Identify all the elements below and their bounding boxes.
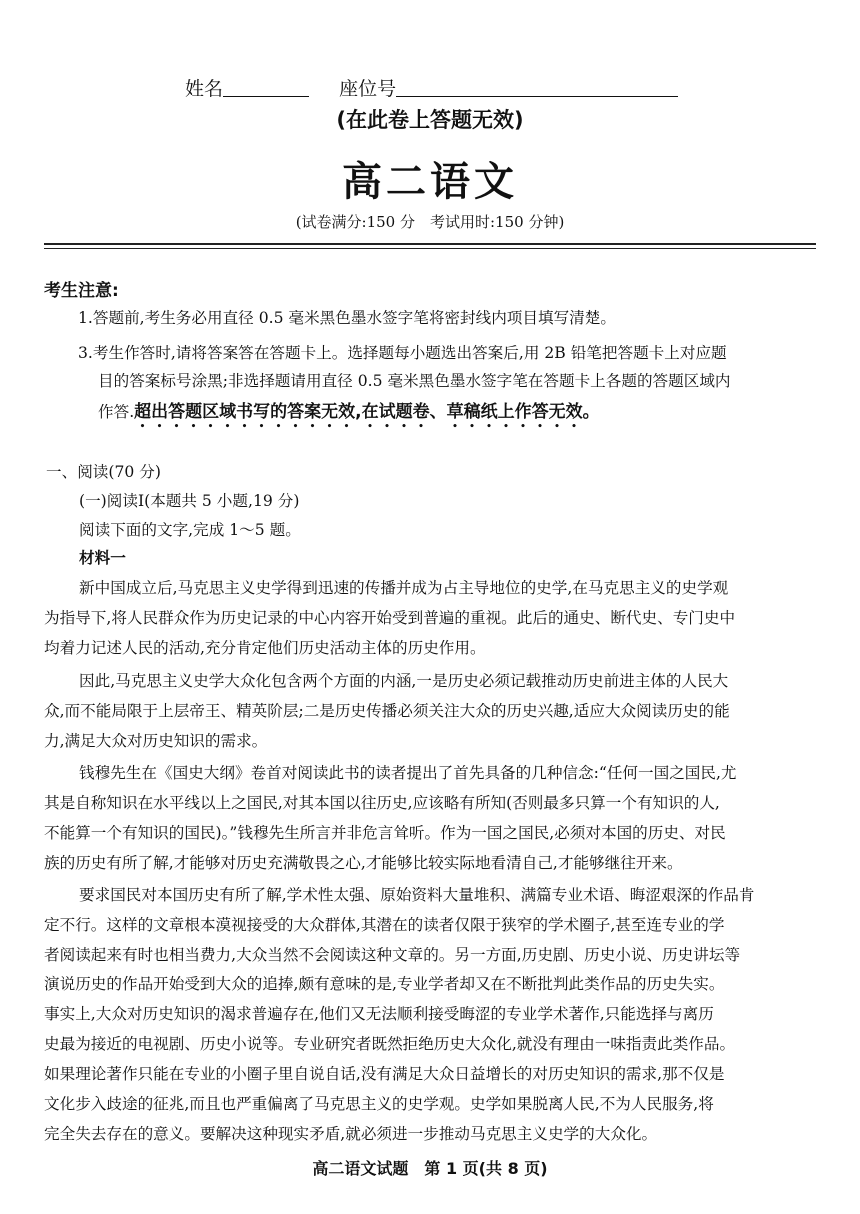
body-line: 如果理论著作只能在专业的小圈子里自说自话,没有满足大众日益增长的对历史知识的需求,那不仅是 [44, 1065, 725, 1083]
reading-instruction: 阅读下面的文字,完成 1～5 题。 [79, 521, 301, 539]
invalid-note: (在此卷上答题无效) [336, 108, 524, 132]
notice-item-3-line-3 [98, 397, 600, 432]
body-line: 钱穆先生在《国史大纲》卷首对阅读此书的读者提出了首先具备的几种信念:“任何一国之国民,尤 [79, 764, 737, 782]
body-line: 不能算一个有知识的国民)。”钱穆先生所言并非危言耸听。作为一国之国民,必须对本国的历史、对民 [44, 824, 726, 842]
subsection-title: (一)阅读Ⅰ(本题共 5 小题,19 分) [79, 492, 300, 510]
section-title: 一、阅读(70 分) [46, 463, 161, 481]
notice-item-3-prefix: 作答. [98, 403, 135, 421]
body-line: 定不行。这样的文章根本漠视接受的大众群体,其潜在的读者仅限于狭窄的学术圈子,甚至连专业的学 [44, 916, 725, 934]
body-line: 事实上,大众对历史知识的渴求普遍存在,他们又无法顺利接受晦涩的专业学术著作,只能选择与离历 [44, 1005, 714, 1023]
divider-thin [44, 248, 816, 249]
body-line: 者阅读起来有时也相当费力,大众当然不会阅读这种文章的。另一方面,历史剧、历史小说、历史讲坛等 [44, 946, 741, 964]
body-line: 均着力记述人民的活动,充分肯定他们历史活动主体的历史作用。 [44, 639, 486, 657]
name-blank [223, 78, 309, 97]
notice-item-3-line-1: 3.考生作答时,请将答案答在答题卡上。选择题每小题选出答案后,用 2B 铅笔把答题卡上对应题 [78, 344, 727, 362]
body-line: 力,满足大众对历史知识的需求。 [44, 732, 268, 750]
body-line: 文化步入歧途的征兆,而且也严重偏离了马克思主义的史学观。史学如果脱离人民,不为人民服务,将 [44, 1095, 714, 1113]
seat-blank [396, 78, 678, 97]
body-line: 要求国民对本国历史有所了解,学术性太强、原始资料大量堆积、满篇专业术语、晦涩艰深的作品肯 [79, 886, 755, 904]
seat-label: 座位号 [339, 78, 397, 100]
body-line: 史最为接近的电视剧、历史小说等。专业研究者既然拒绝历史大众化,就没有理由一味指责此类作品。 [44, 1035, 736, 1053]
notice-item-1: 1.答题前,考生务必用直径 0.5 毫米黑色墨水签字笔将密封线内项目填写清楚。 [78, 309, 616, 327]
exam-info: (试卷满分:150 分 考试用时:150 分钟) [295, 213, 565, 231]
body-line: 为指导下,将人民群众作为历史记录的中心内容开始受到普遍的重视。此后的通史、断代史、专门史中 [44, 609, 736, 627]
name-seat-row [185, 74, 678, 101]
body-line: 完全失去存在的意义。要解决这种现实矛盾,就必须进一步推动马克思主义史学的大众化。 [44, 1125, 658, 1143]
body-line: 新中国成立后,马克思主义史学得到迅速的传播并成为占主导地位的史学,在马克思主义的史学观 [79, 579, 729, 597]
page-title: 高二语文 [342, 158, 518, 205]
body-line: 演说历史的作品开始受到大众的追捧,颇有意味的是,专业学者却又在不断批判此类作品的历史失实。 [44, 975, 725, 993]
page-footer: 高二语文试题 第 1 页(共 8 页) [312, 1159, 548, 1178]
name-label: 姓名 [185, 78, 224, 100]
body-line: 其是自称知识在水平线以上之国民,对其本国以往历史,应该略有所知(否则最多只算一个有知识的人, [44, 794, 720, 812]
material-label: 材料一 [79, 549, 126, 567]
divider-thick [44, 243, 816, 245]
body-line: 因此,马克思主义史学大众化包含两个方面的内涵,一是历史必须记载推动历史前进主体的人民大 [79, 672, 729, 690]
notice-warning: 超出答题区域书写的答案无效,在试题卷、草稿纸上作答无效。 [134, 402, 600, 422]
notice-item-3-line-2: 目的答案标号涂黑;非选择题请用直径 0.5 毫米黑色墨水签字笔在答题卡上各题的答题区域内 [98, 372, 731, 390]
body-line: 众,而不能局限于上层帝王、精英阶层;二是历史传播必须关注大众的历史兴趣,适应大众阅读历史的能 [44, 702, 730, 720]
body-line: 族的历史有所了解,才能够对历史充满敬畏之心,才能够比较实际地看清自己,才能够继往开来。 [44, 854, 683, 872]
notice-heading: 考生注意: [44, 281, 119, 301]
